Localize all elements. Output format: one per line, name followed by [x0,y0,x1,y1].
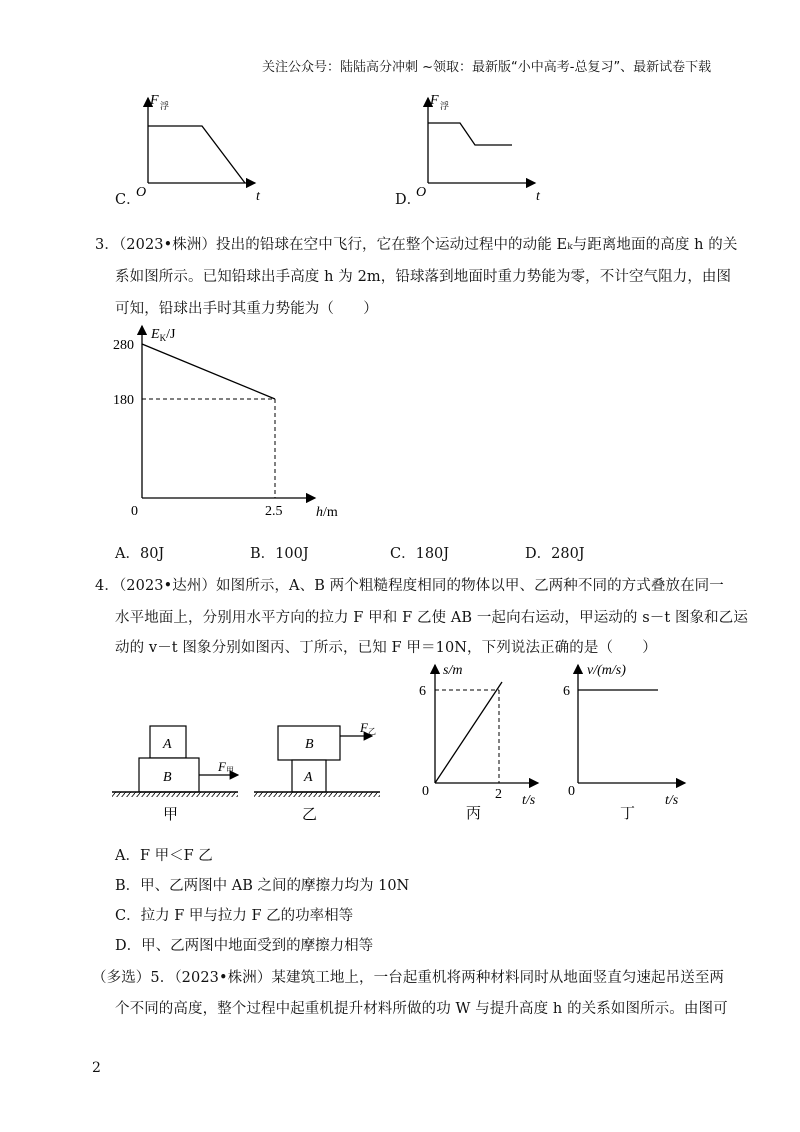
q4-text-1: （2023•达州）如图所示，A、B 两个粗糙程度相同的物体以甲、乙两种不同的方式叠放在同一 [118,578,724,594]
option-d-label: D． [395,192,422,208]
q3-text-1: （2023•株洲）投出的铅球在空中飞行，它在整个运动过程中的动能 Eₖ与距离地面的高度 h 的关 [118,237,738,253]
q3-option-a: A．80J [115,546,165,562]
ground-hatch [254,792,380,797]
caption-bing: 丙 [466,806,482,822]
q4-line-2: 水平地面上，分别用水平方向的拉力 F 甲和 F 乙使 AB 一起向右运动，甲运动的 s－t 图象和乙运 [115,610,748,626]
q4-figure-ding [560,658,700,823]
q3-option-c: C．180J [390,546,450,562]
bing-origin: 0 [422,784,429,799]
q3-y-axis-label: $E_K/J$ [151,327,176,343]
q5-line-2: 个不同的高度，整个过程中起重机提升材料所做的功 W 与提升高度 h 的关系如图所示。由图可 [115,1001,728,1017]
ding-x-axis-label: t/s [665,793,679,808]
ding-ytick-6: 6 [563,684,570,699]
page-number: 2 [92,1060,101,1076]
force-label-sub: 甲 [226,766,234,775]
q3-option-b: B．100J [250,546,309,562]
y-axis-label-sub: 浮 [160,101,170,111]
label-b: B [305,737,314,752]
x-axis-label: t [536,189,540,204]
q3-xtick-0: 0 [131,504,138,519]
label-a: A [163,737,172,752]
caption-ding: 丁 [620,806,636,822]
page-header: 关注公众号：陆陆高分冲刺 ~领取：最新版“小中高考-总复习”、最新试卷下载 [262,60,712,75]
buoyancy-curve [148,126,245,183]
bing-st-line [435,682,502,783]
bing-xtick-2: 2 [495,787,502,802]
label-a: A [304,770,313,785]
caption-jia: 甲 [163,807,179,823]
q4-option-c: C．拉力 F 甲与拉力 F 乙的功率相等 [115,908,354,924]
q3-number: 3． [95,237,119,253]
q5-text-1: （2023•株洲）某建筑工地上，一台起重机将两种材料同时从地面竖直匀速起吊送至两 [174,970,725,986]
q4-number: 4． [95,578,119,594]
q3-chart [105,318,365,528]
q3-x-axis-label: h/m [316,505,338,520]
q3-line-2: 系如图所示。已知铅球出手高度 h 为 2m，铅球落到地面时重力势能为零，不计空气阻力，由图 [115,269,732,285]
force-label: F [360,720,368,735]
option-c-label: C． [115,192,141,208]
q3-ytick-180: 180 [113,393,134,408]
y-axis-label-sub: 浮 [440,101,450,111]
ground-hatch [112,792,238,797]
caption-yi: 乙 [302,807,318,823]
q4-figure-jia [110,715,250,825]
q5-line-1 [92,966,724,987]
q4-option-b: B．甲、乙两图中 AB 之间的摩擦力均为 10N [115,878,410,894]
q3-xtick-2-5: 2.5 [265,504,283,519]
ding-y-axis-label: v/(m/s) [587,663,626,678]
y-axis-label: F [430,93,439,108]
ding-origin: 0 [568,784,575,799]
x-axis-label: t [256,189,260,204]
q3-line-1 [95,233,737,254]
force-label-sub: 乙 [368,727,376,736]
origin-label: O [136,185,147,200]
bing-x-axis-label: t/s [522,793,536,808]
y-axis-label: F [150,93,159,108]
q5-prefix: （多选）5． [92,970,175,986]
q3-line-3: 可知，铅球出手时其重力势能为（ ） [115,301,378,317]
q3-option-d: D．280J [525,546,585,562]
label-b: B [163,770,172,785]
buoyancy-curve [428,123,512,145]
bing-ytick-6: 6 [419,684,426,699]
q4-line-3: 动的 v－t 图象分别如图丙、丁所示，已知 F 甲＝10N，下列说法正确的是（ ） [115,640,657,656]
bing-y-axis-label: s/m [443,663,463,678]
q4-option-d: D．甲、乙两图中地面受到的摩擦力相等 [115,938,374,954]
q4-line-1 [95,574,724,595]
q4-option-a: A．F 甲＜F 乙 [115,848,213,864]
q3-ek-line [142,344,275,399]
q3-ytick-280: 280 [113,338,134,353]
force-label: F [218,759,226,774]
q4-figure-yi [252,715,392,825]
origin-label: O [416,185,427,200]
q4-figure-bing [410,658,560,823]
